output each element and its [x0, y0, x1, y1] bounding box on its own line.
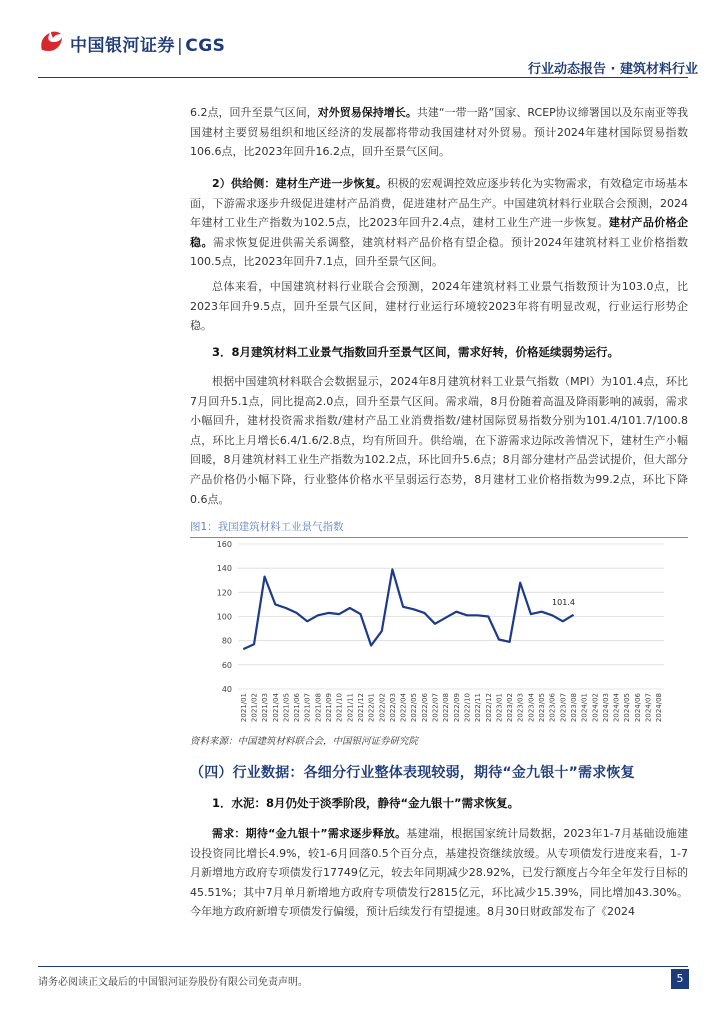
x-tick-label: 2023/06	[548, 693, 557, 723]
x-tick-label: 2022/02	[378, 693, 387, 723]
x-tick-label: 2022/04	[399, 693, 408, 723]
figure-source: 资料来源：中国建筑材料联合会，中国银河证券研究院	[190, 736, 419, 747]
x-tick-label: 2023/01	[495, 693, 504, 723]
paragraph-cement-demand	[190, 824, 688, 922]
mpi-line-chart	[190, 539, 688, 732]
x-tick-label: 2023/08	[569, 693, 578, 723]
header-divider	[38, 77, 688, 78]
text-run: 积极的宏观调控效应逐步转化为实物需求，有效稳定市场基本面，下游需求逐步升级促进建材产品消费，促进建材产品生产。中国建筑材料行业联合会预测，2024年建材工业生产指数为102.5点，比2023年回升2.4点，建材工业生产进一步恢复。	[190, 177, 689, 230]
x-tick-label: 2021/03	[261, 693, 270, 723]
x-tick-label: 2021/12	[356, 693, 365, 723]
x-tick-label: 2021/08	[314, 693, 323, 723]
x-tick-label: 2021/07	[303, 693, 312, 723]
series-line	[243, 569, 573, 649]
text-run: 需求恢复促进供需关系调整，建筑材料产品价格有望企稳。预计2024年建筑材料工业价格指数100.5点，比2023年回升7.1点，回升至景气区间。	[190, 235, 689, 269]
paragraph-supply	[190, 174, 688, 272]
x-tick-label: 2021/05	[282, 693, 291, 723]
bold-run: 对外贸易保持增长。	[317, 106, 417, 119]
x-tick-label: 2024/01	[580, 693, 589, 723]
x-tick-label: 2021/04	[271, 693, 280, 723]
section-heading: （四）行业数据：各细分行业整体表现较弱，期待“金九银十”需求恢复	[190, 765, 635, 781]
x-tick-label: 2021/09	[325, 693, 334, 723]
x-tick-label: 2022/10	[463, 693, 472, 723]
x-tick-label: 2022/09	[452, 693, 461, 723]
x-tick-label: 2024/08	[655, 693, 664, 723]
bold-run: 需求：	[212, 827, 246, 840]
x-tick-label: 2023/02	[506, 693, 515, 723]
x-tick-label: 2022/11	[474, 693, 483, 723]
x-tick-label: 2024/02	[591, 693, 600, 723]
paragraph-summary: 总体来看，中国建筑材料行业联合会预测，2024年建筑材料工业景气指数预计为103.0点，比2023年回升9.5点，回升至景气区间，建材行业运行环境较2023年将有明显改观，行业运行形势企稳。	[190, 280, 688, 333]
x-tick-label: 2023/05	[538, 693, 547, 723]
page-header	[38, 28, 698, 78]
company-logo-text: 中国银河证券 | CGS	[70, 36, 226, 56]
x-tick-label: 2021/11	[346, 693, 355, 723]
x-tick-label: 2022/03	[388, 693, 397, 723]
bold-run: 建材生产进一步恢复。	[275, 177, 388, 190]
figure-title: 图1：我国建筑材料工业景气指数	[190, 521, 344, 533]
footer-divider	[38, 966, 688, 967]
x-tick-label: 2024/06	[633, 693, 642, 723]
company-name-en: CGS	[185, 36, 226, 56]
y-tick-label: 100	[216, 612, 232, 622]
bold-run: 建材产品价格企稳。	[190, 216, 688, 249]
y-tick-label: 140	[216, 564, 232, 574]
y-tick-label: 40	[221, 685, 232, 694]
x-tick-label: 2022/12	[484, 693, 493, 723]
x-tick-label: 2021/06	[293, 693, 302, 723]
figure-divider	[190, 537, 688, 538]
footer-disclaimer: 请务必阅读正文最后的中国银河证券股份有限公司免责声明。	[38, 977, 308, 988]
x-tick-label: 2023/03	[516, 693, 525, 723]
y-tick-label: 60	[221, 660, 232, 670]
bold-run: 期待“金九银十”需求逐步释放。	[245, 827, 407, 840]
x-tick-label: 2023/04	[527, 693, 536, 723]
x-tick-label: 2022/06	[420, 693, 429, 723]
paragraph-august-index: 根据中国建筑材料联合会数据显示，2024年8月建筑材料工业景气指数（MPI）为101.4点，环比7月回升5.1点，同比提高2.0点，回升至景气区间。需求端，8月份随着高温及降雨影响的减弱，需求小幅回升，建材投资需求指数/建材产品工业消费指数/建材国际贸易指数分别为101.4/101.7/100.8点，环比上月增长6.4/1.6/2.8点，均有所回升。供给端，在下游需求边际改善情况下，建材生产小幅回暖，8月建筑材料工业生产指数为102.2点，环比回升5.6点；8月部分建材产品尝试提价，但大部分产品价格仍小幅下降，行业整体价格水平呈弱运行态势，8月建材工业价格指数为99.2点，环比下降0.6点。	[190, 375, 688, 506]
y-tick-label: 120	[216, 588, 232, 598]
x-tick-label: 2023/07	[559, 693, 568, 723]
paragraph-trade	[190, 103, 688, 162]
report-type: 行业动态报告 · 建筑材料行业	[528, 62, 698, 77]
x-tick-label: 2024/05	[623, 693, 632, 723]
subheading-cement: 1．水泥：8月仍处于淡季阶段，静待“金九银十”需求恢复。	[212, 796, 520, 810]
text-run: 基建端，根据国家统计局数据，2023年1-7月基础设施建设投资同比增长4.9%，较1-6月回落0.5个百分点，基建投资继续放缓。从专项债发行进度来看，1-7月新增地方政府专项债发行17749亿元，较去年同期减少28.92%，已发行额度占今年全年发行目标的45.51%；其中7月单月新增地方政府专项债发行2815亿元，环比减少15.39%，同比增加43.30%。今年地方政府新增专项债发行偏缓，预计后续发行有望提速。8月30日财政部发布了《2024	[190, 827, 688, 919]
data-label-last: 101.4	[552, 597, 575, 607]
x-tick-label: 2021/02	[250, 693, 259, 723]
company-name-cn: 中国银河证券	[70, 36, 175, 56]
x-tick-label: 2022/07	[431, 693, 440, 723]
x-tick-label: 2024/03	[601, 693, 610, 723]
page-number: 5	[671, 969, 689, 989]
x-tick-label: 2022/08	[442, 693, 451, 723]
bold-run: 2）供给侧：	[212, 177, 276, 190]
x-tick-label: 2021/01	[239, 693, 248, 723]
cgs-logo-icon	[38, 30, 64, 54]
text-run: 共建“一带一路”国家、RCEP协议缔署国以及东南亚等我国建材主要贸易组织和地区经济的发展都将带动我国建材对外贸易。预计2024年建材国际贸易指数106.6点，比2023年回升16.2点，回升至景气区间。	[190, 106, 688, 159]
subheading-august-index: 3．8月建筑材料工业景气指数回升至景气区间，需求好转，价格延续弱势运行。	[212, 345, 619, 359]
x-tick-label: 2022/01	[367, 693, 376, 723]
x-tick-label: 2021/10	[335, 693, 344, 723]
y-tick-label: 160	[216, 540, 232, 549]
x-tick-label: 2024/04	[612, 693, 621, 723]
x-tick-label: 2022/05	[410, 693, 419, 723]
text-run: 6.2点，回升至景气区间，	[190, 106, 318, 119]
y-tick-label: 80	[221, 636, 232, 646]
x-tick-label: 2024/07	[644, 693, 653, 723]
